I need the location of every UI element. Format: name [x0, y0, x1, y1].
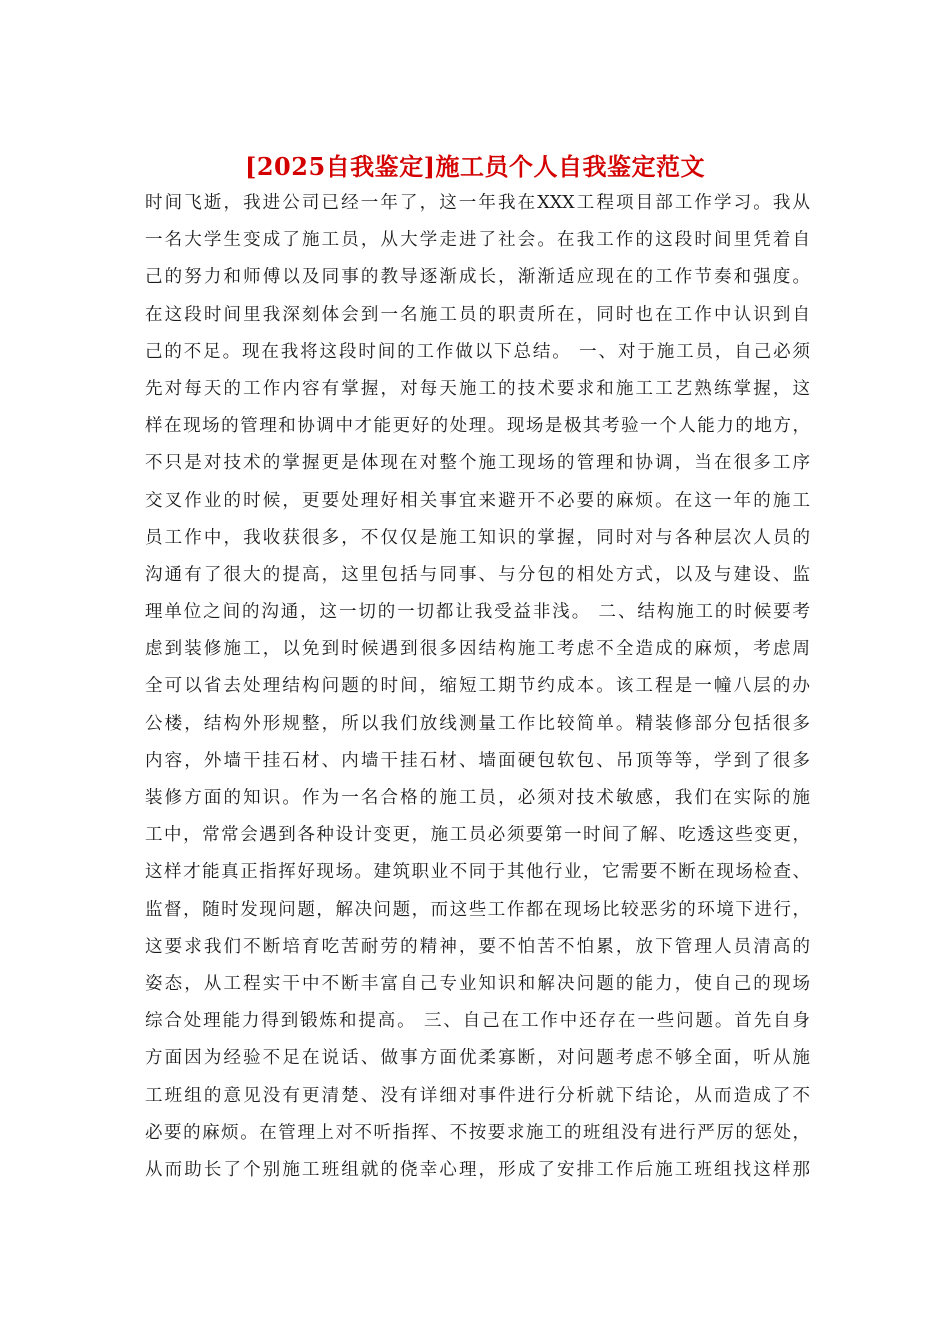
body-line: 己的不足。现在我将这段时间的工作做以下总结。 一、对于施工员，自己必须 [145, 341, 810, 362]
body-line: 这样才能真正指挥好现场。建筑职业不同于其他行业，它需要不断在现场检查、 [145, 862, 810, 883]
body-line: 内容，外墙干挂石材、内墙干挂石材、墙面硬包软包、吊顶等等，学到了很多 [145, 750, 810, 771]
body-line: 这要求我们不断培育吃苦耐劳的精神，要不怕苦不怕累，放下管理人员清高的 [145, 936, 810, 957]
body-line: 综合处理能力得到锻炼和提高。 三、自己在工作中还存在一些问题。首先自身 [145, 1011, 810, 1032]
body-line: 己的努力和师傅以及同事的教导逐渐成长，渐渐适应现在的工作节奏和强度。 [145, 267, 810, 288]
body-line: 员工作中，我收获很多，不仅仅是施工知识的掌握，同时对与各种层次人员的 [145, 527, 810, 548]
body-line: 样在现场的管理和协调中才能更好的处理。现场是极其考验一个人能力的地方， [145, 416, 810, 437]
body-line: 一名大学生变成了施工员，从大学走进了社会。在我工作的这段时间里凭着自 [145, 230, 810, 251]
body-line: 公楼，结构外形规整，所以我们放线测量工作比较简单。精装修部分包括很多 [145, 713, 810, 734]
body-line: 虑到装修施工，以免到时候遇到很多因结构施工考虑不全造成的麻烦，考虑周 [145, 639, 810, 660]
body-line: 必要的麻烦。在管理上对不听指挥、不按要求施工的班组没有进行严厉的惩处， [145, 1122, 810, 1143]
document-body [145, 185, 810, 1189]
body-line: 工中，常常会遇到各种设计变更，施工员必须要第一时间了解、吃透这些变更， [145, 825, 810, 846]
body-line: 先对每天的工作内容有掌握，对每天施工的技术要求和施工工艺熟练掌握，这 [145, 378, 810, 399]
body-line: 姿态，从工程实干中不断丰富自己专业知识和解决问题的能力，使自己的现场 [145, 973, 810, 994]
body-line: 从而助长了个别施工班组就的侥幸心理，形成了安排工作后施工班组找这样那 [145, 1159, 810, 1180]
body-line: 方面因为经验不足在说话、做事方面优柔寡断，对问题考虑不够全面，听从施 [145, 1048, 810, 1069]
body-line: 沟通有了很大的提高，这里包括与同事、与分包的相处方式，以及与建设、监 [145, 564, 810, 585]
body-line: 时间飞逝，我进公司已经一年了，这一年我在XXX工程项目部工作学习。我从 [145, 193, 810, 213]
body-line: 交叉作业的时候，更要处理好相关事宜来避开不必要的麻烦。在这一年的施工 [145, 490, 810, 511]
document-title: [2025自我鉴定]施工员个人自我鉴定范文 [244, 152, 705, 181]
body-line: 不只是对技术的掌握更是体现在对整个施工现场的管理和协调，当在很多工序 [145, 453, 810, 474]
body-line: 理单位之间的沟通，这一切的一切都让我受益非浅。 二、结构施工的时候要考 [145, 602, 810, 623]
body-line: 全可以省去处理结构问题的时间，缩短工期节约成本。该工程是一幢八层的办 [145, 676, 810, 697]
body-line: 在这段时间里我深刻体会到一名施工员的职责所在，同时也在工作中认识到自 [145, 304, 810, 325]
body-line: 监督，随时发现问题，解决问题，而这些工作都在现场比较恶劣的环境下进行， [145, 899, 810, 920]
body-line: 工班组的意见没有更清楚、没有详细对事件进行分析就下结论，从而造成了不 [145, 1085, 810, 1106]
body-line: 装修方面的知识。作为一名合格的施工员，必须对技术敏感，我们在实际的施 [145, 788, 810, 808]
